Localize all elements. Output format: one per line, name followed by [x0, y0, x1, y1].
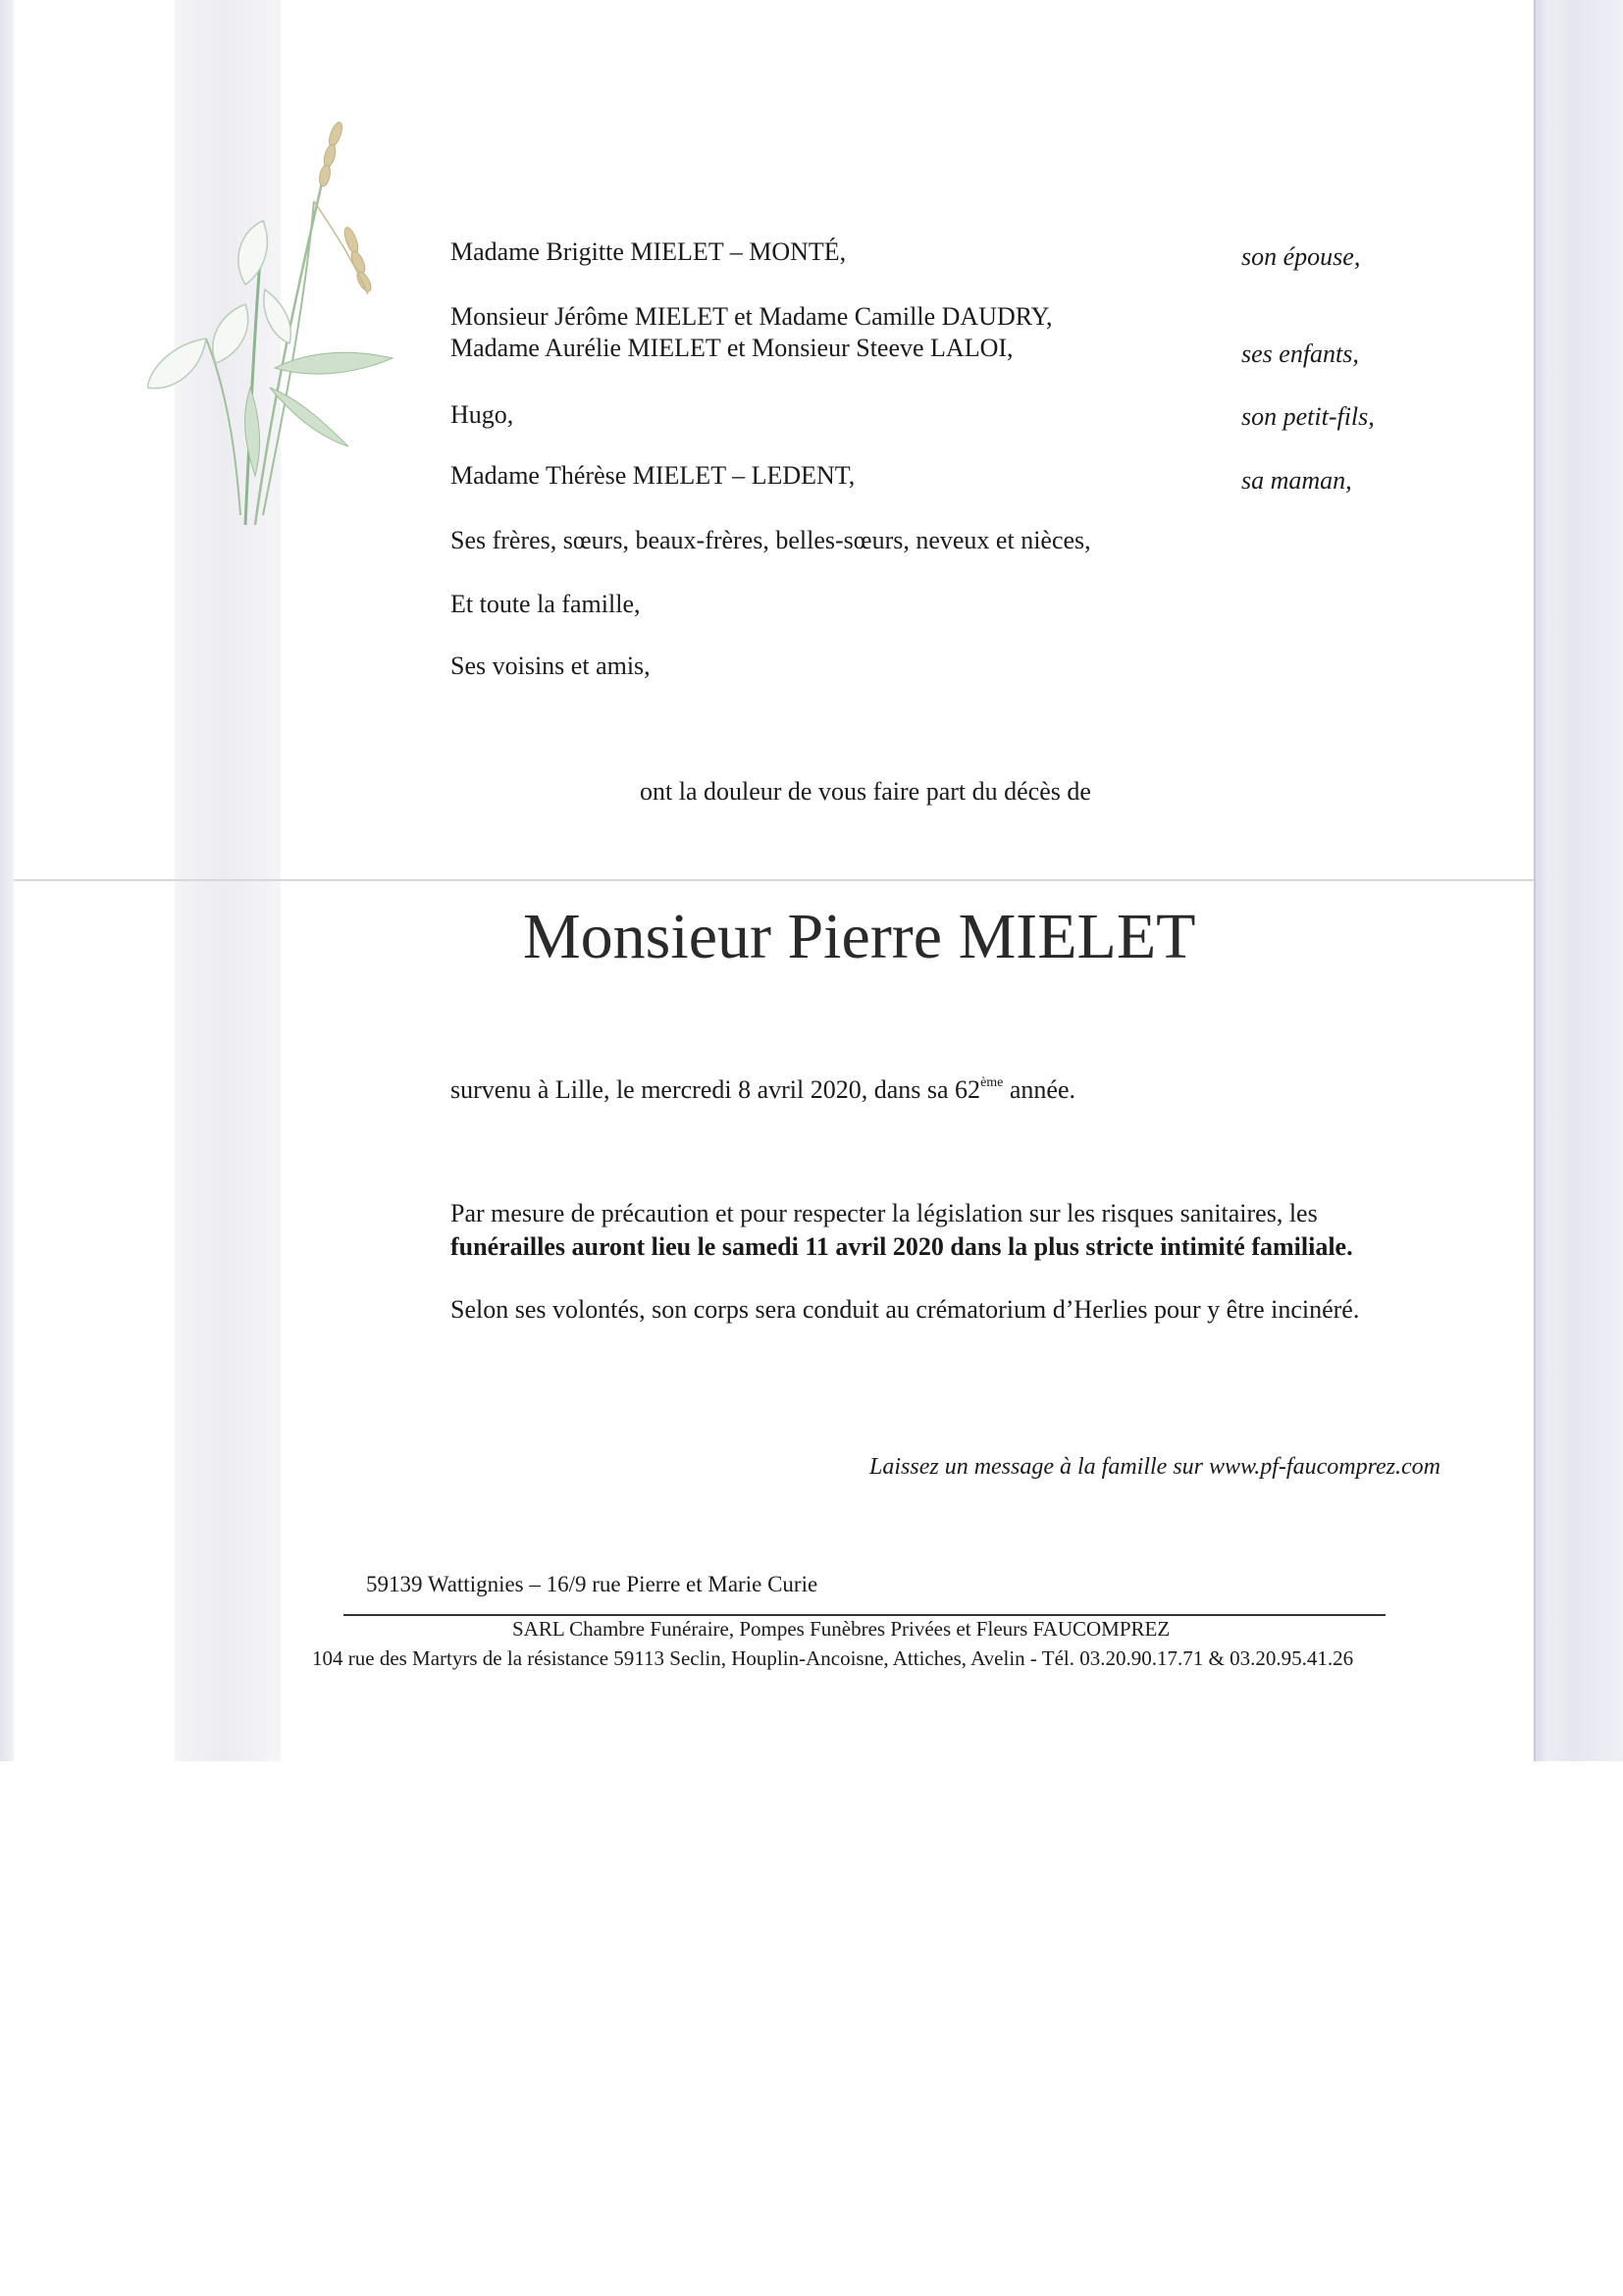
relation-spouse: son épouse, — [1241, 242, 1361, 271]
family-name-child-2: Madame Aurélie MIELET et Monsieur Steeve LALOI, — [450, 334, 1014, 362]
scan-edge-right — [1534, 0, 1623, 1761]
footer-address: 59139 Wattignies – 16/9 rue Pierre et Marie Curie — [366, 1572, 818, 1596]
family-name-child-1: Monsieur Jérôme MIELET et Madame Camille DAUDRY, — [450, 302, 1053, 331]
announcement-text: ont la douleur de vous faire part du décès de — [640, 777, 1091, 806]
funeral-line-2: funérailles auront lieu le samedi 11 avril 2020 dans la plus stricte intimité familiale. — [450, 1232, 1353, 1261]
relation-children: ses enfants, — [1241, 339, 1359, 368]
family-name-spouse: Madame Brigitte MIELET – MONTÉ, — [450, 237, 847, 266]
deceased-name: Monsieur Pierre MIELET — [523, 901, 1196, 972]
family-name-mother: Madame Thérèse MIELET – LEDENT, — [450, 461, 856, 490]
scan-edge-left — [0, 0, 14, 1761]
calla-lily-illustration — [147, 93, 402, 545]
funeral-line-1: Par mesure de précaution et pour respecter la législation sur les risques sanitaires, les — [450, 1199, 1318, 1227]
family-name-grandson: Hugo, — [450, 400, 514, 429]
footer-company: SARL Chambre Funéraire, Pompes Funèbres Privées et Fleurs FAUCOMPREZ — [512, 1617, 1171, 1641]
funeral-line-3: Selon ses volontés, son corps sera conduit au crématorium d’Herlies pour y être incinéré. — [450, 1295, 1360, 1324]
relation-grandson: son petit-fils, — [1241, 402, 1375, 431]
fold-line — [14, 879, 1534, 881]
death-details: survenu à Lille, le mercredi 8 avril 2020, dans sa 62ème année. — [450, 1075, 1076, 1104]
footer-divider — [343, 1614, 1386, 1616]
others-family: Et toute la famille, — [450, 590, 641, 618]
others-friends: Ses voisins et amis, — [450, 652, 651, 680]
relation-mother: sa maman, — [1241, 466, 1352, 495]
footer-contact: 104 rue des Martyrs de la résistance 59113 Seclin, Houplin-Ancoisne, Attiches, Avelin - Tél. 03.20.90.17.71 & 03.20.95.41.26 — [312, 1646, 1354, 1670]
guestbook-message: Laissez un message à la famille sur www.pf-faucomprez.com — [869, 1454, 1440, 1480]
others-siblings: Ses frères, sœurs, beaux-frères, belles-sœurs, neveux et nièces, — [450, 526, 1091, 554]
